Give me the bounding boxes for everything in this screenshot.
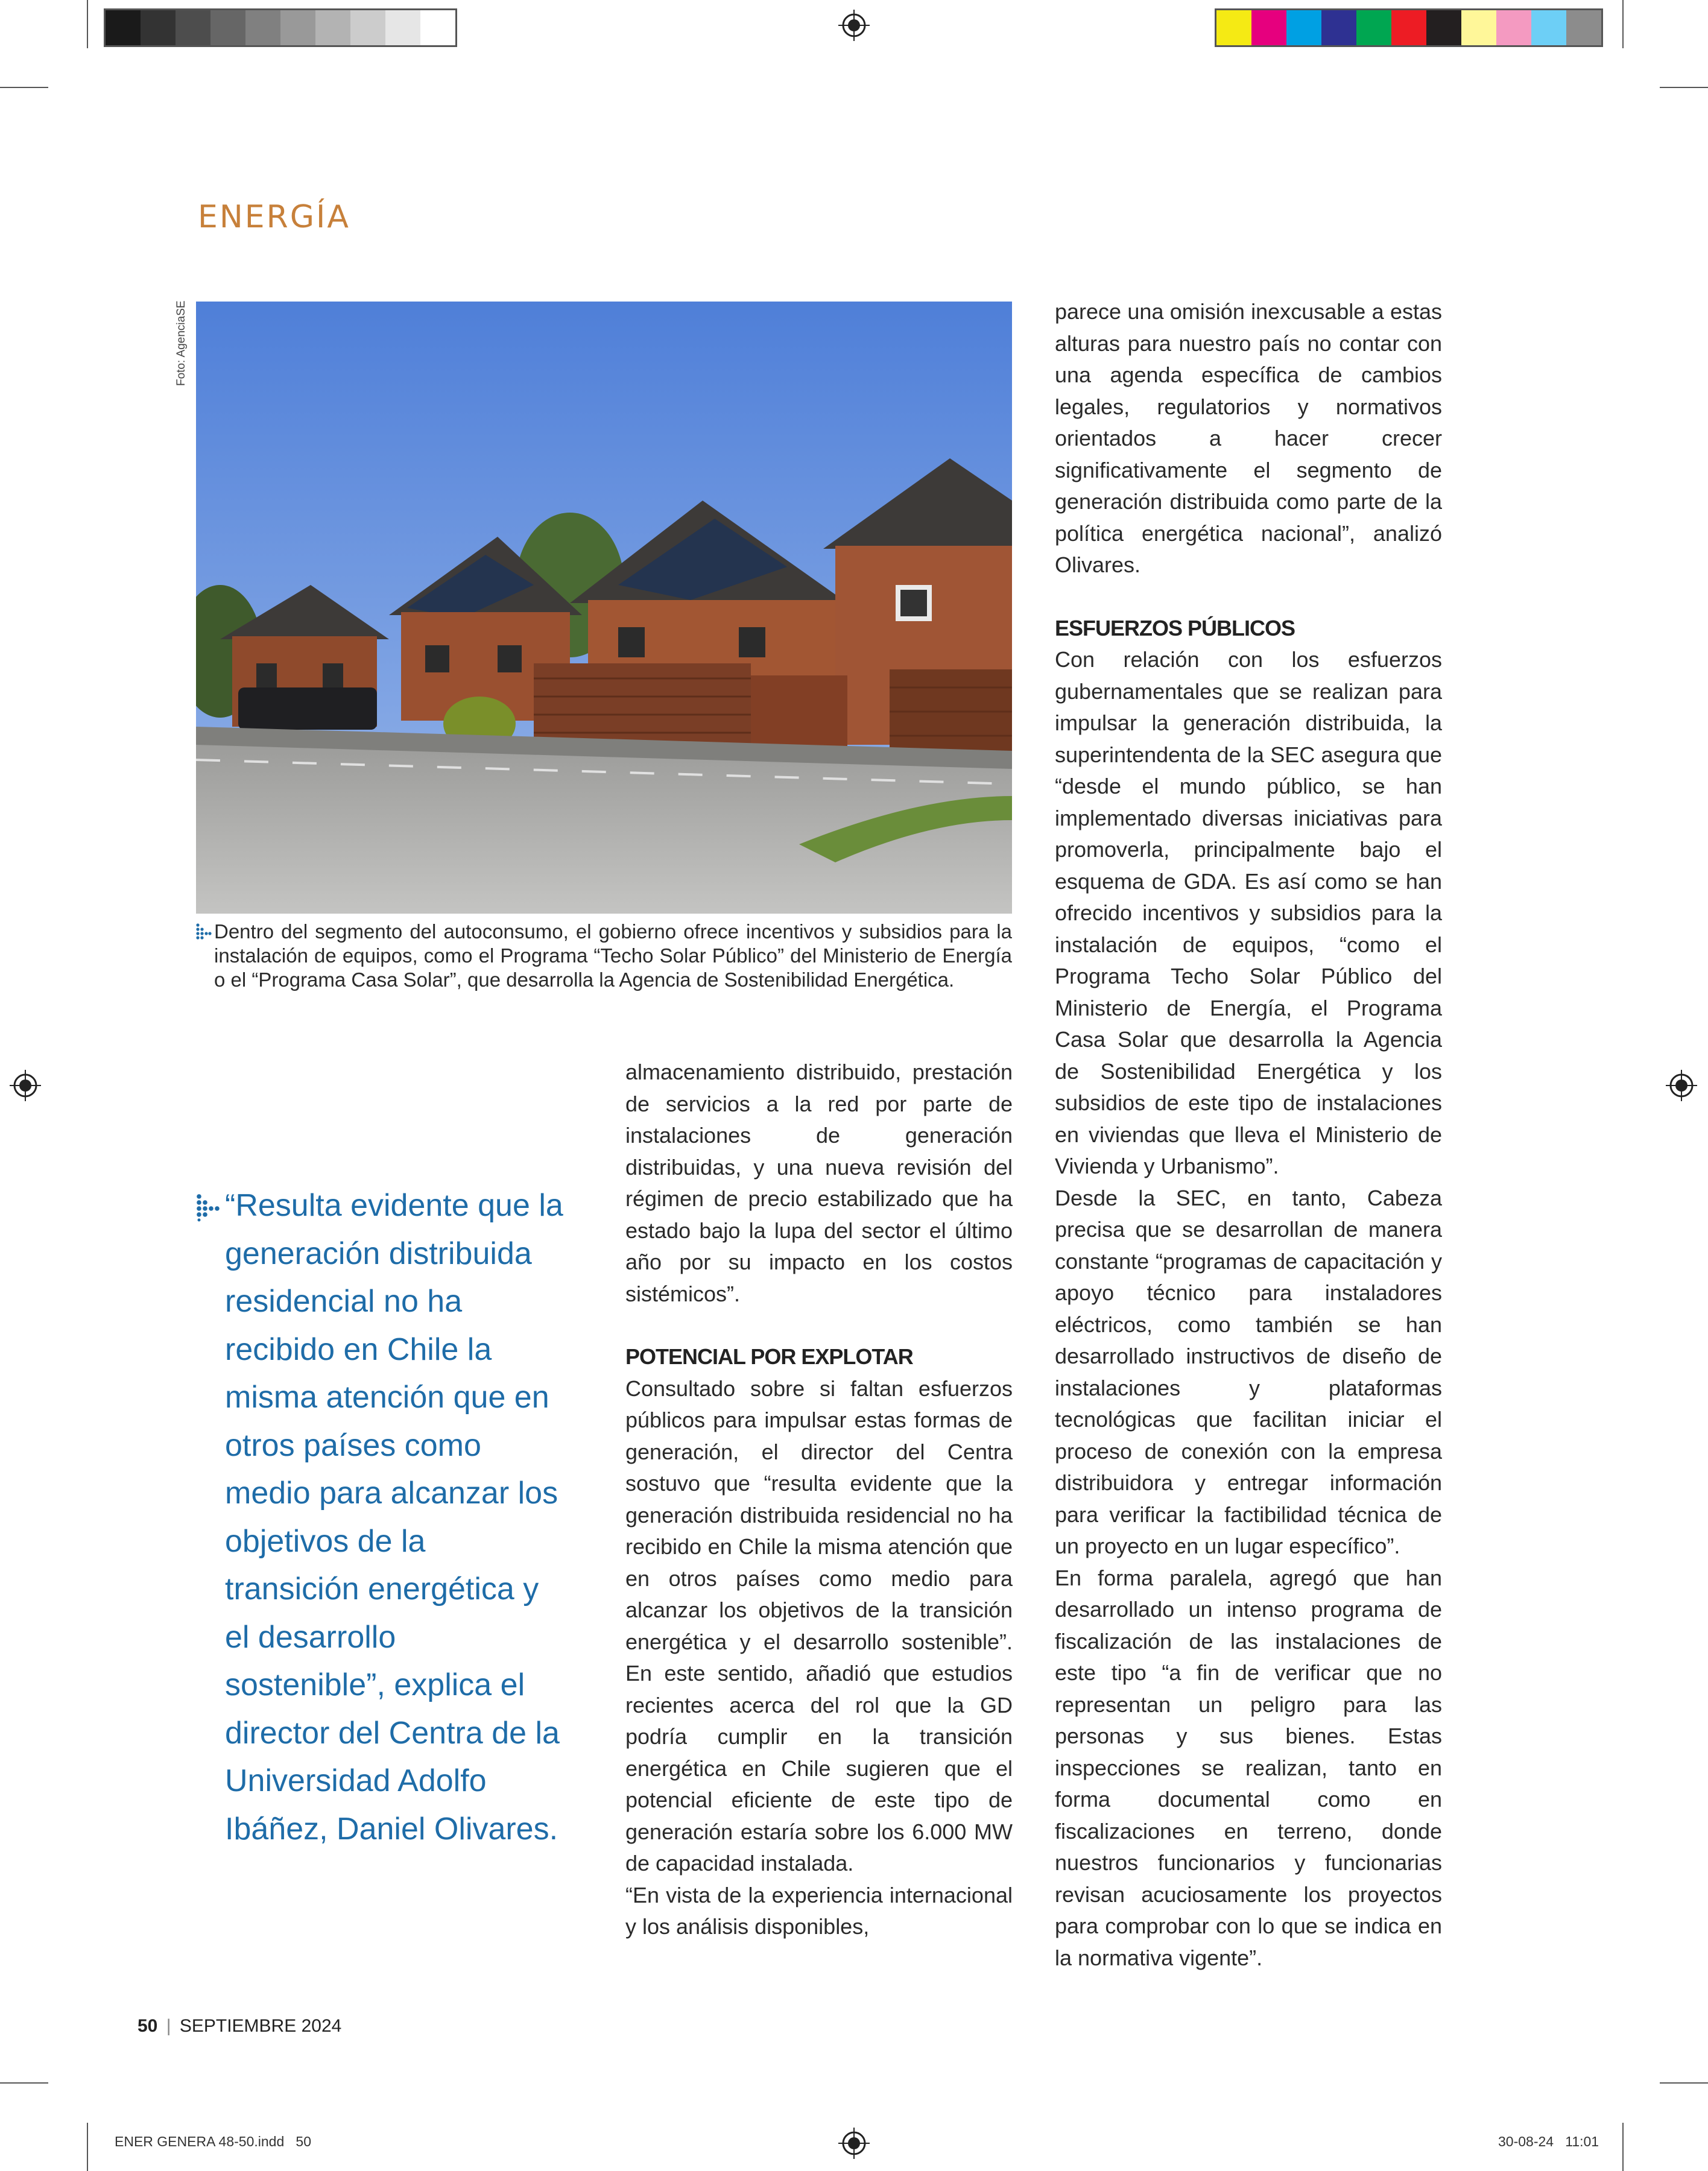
solar-houses-photo [196,302,1012,914]
section-title: ENERGÍA [198,199,350,235]
paragraph: parece una omisión inexcusable a estas alturas para nuestro país no contar con una agenda específica de cambios legales, regulatorios y normativos orientados a hacer crecer significativamente el segmento de generación distribuida como parte de la política energética nacional”, analizó Olivares. [1055,299,1442,577]
pull-quote [196,1182,564,1853]
issue-date: SEPTIEMBRE 2024 [179,2016,342,2036]
quote-dots-icon [196,1194,220,1222]
photo-caption-text: Dentro del segmento del autoconsumo, el gobierno ofrece incentivos y subsidios para la instalación de equipos, como el Programa “Techo Solar Público” del Ministerio de Energía o el “Programa Casa Solar”, que desarrolla la Agencia de Sostenibilidad Energética. [214,920,1012,991]
registration-mark-icon [10,1070,41,1101]
crop-mark [1660,87,1708,88]
paragraph: Desde la SEC, en tanto, Cabeza precisa que se desarrollan de manera constante “programas de capacitación y apoyo técnico para instaladores eléctricos, como también se han desarrollado instructivos de diseño de instalaciones y plataformas tecnológicas que facilitan iniciar el proceso de conexión con la empresa distribuidora y entregar información para verificar la factibilidad técnica de un proyecto en un lugar específico”. [1055,1185,1442,1558]
grayscale-color-bar [104,8,457,47]
crop-mark [0,87,48,88]
subheading: POTENCIAL POR EXPLOTAR [625,1344,913,1369]
bullet-dots-icon [196,923,212,943]
crop-mark [1622,2123,1624,2171]
article-column-right [1055,296,1442,1974]
crop-mark [1622,0,1624,48]
registration-mark-icon [838,2128,870,2159]
print-timestamp: 30-08-24 11:01 [1498,2134,1599,2149]
crop-mark [87,0,88,48]
crop-mark [0,2082,48,2084]
photo-caption [196,920,1012,992]
page-footer [138,2016,341,2037]
photo-credit [175,302,189,386]
paragraph: Con relación con los esfuerzos gubernamentales que se realizan para impulsar la generación distribuida, la superintendenta de la SEC asegura que “desde el mundo público, se han implementado diversas iniciativas para promoverla, principalmente bajo el esquema de GDA. Es así como se han ofrecido incentivos y subsidios para la instalación de equipos, “como el Programa Techo Solar Público del Ministerio de Energía, el Programa Casa Solar que desarrolla la Agencia de Sostenibilidad Energética y los subsidios de este tipo de instalaciones en viviendas que lleva el Ministerio de Vivienda y Urbanismo”. [1055,647,1442,1178]
registration-mark-icon [838,10,870,41]
subheading: ESFUERZOS PÚBLICOS [1055,615,1295,640]
crop-mark [1660,2082,1708,2084]
process-color-bar [1215,8,1603,47]
paragraph: Consultado sobre si faltan esfuerzos públicos para impulsar estas formas de generación, el director del Centra sostuvo que “resulta evidente que la generación distribuida residencial no ha recibido en Chile la misma atención que en otros países como medio para alcanzar los objetivos de la transición energética y el desarrollo sostenible”. En este sentido, añadió que estudios recientes acerca del rol que la GD podría cumplir en la transición energética en Chile sugieren que el potencial eficiente de este tipo de generación estaría sobre los 6.000 MW de capacidad instalada. [625,1376,1013,1876]
article-column-middle [625,1057,1013,1943]
crop-mark [87,2123,88,2171]
paragraph: En forma paralela, agregó que han desarrollado un intenso programa de fiscalización de las instalaciones de este tipo “a fin de verificar que no representan un peligro para las personas y sus bienes. Estas inspecciones se realizan, tanto en forma documental como en fiscalizaciones en terreno, donde nuestros funcionarios y funcionarias revisan acuciosamente los proyectos para comprobar con lo que se indica en la normativa vigente”. [1055,1565,1442,1970]
paragraph: almacenamiento distribuido, prestación de servicios a la red por parte de instalaciones de generación distribuidas, y una nueva revisión del régimen de precio estabilizado que ha estado bajo la lupa del sector el último año por su impacto en los costos sistémicos”. [625,1060,1013,1306]
paragraph: “En vista de la experiencia internacional y los análisis disponibles, [625,1882,1013,1939]
photo-credit-text: Foto: AgenciaSE [175,300,188,386]
footer-separator: | [166,2016,171,2036]
pull-quote-text: “Resulta evidente que la generación distribuida residencial no ha recibido en Chile la misma atención que en otros países como medio para alcanzar los objetivos de la transición energética y el desarrollo sostenible”, explica el director del Centra de la Universidad Adolfo Ibáñez, Daniel Olivares. [225,1188,563,1847]
page-number: 50 [138,2016,158,2036]
registration-mark-icon [1666,1070,1697,1101]
file-slug: ENER GENERA 48-50.indd 50 [115,2134,311,2149]
